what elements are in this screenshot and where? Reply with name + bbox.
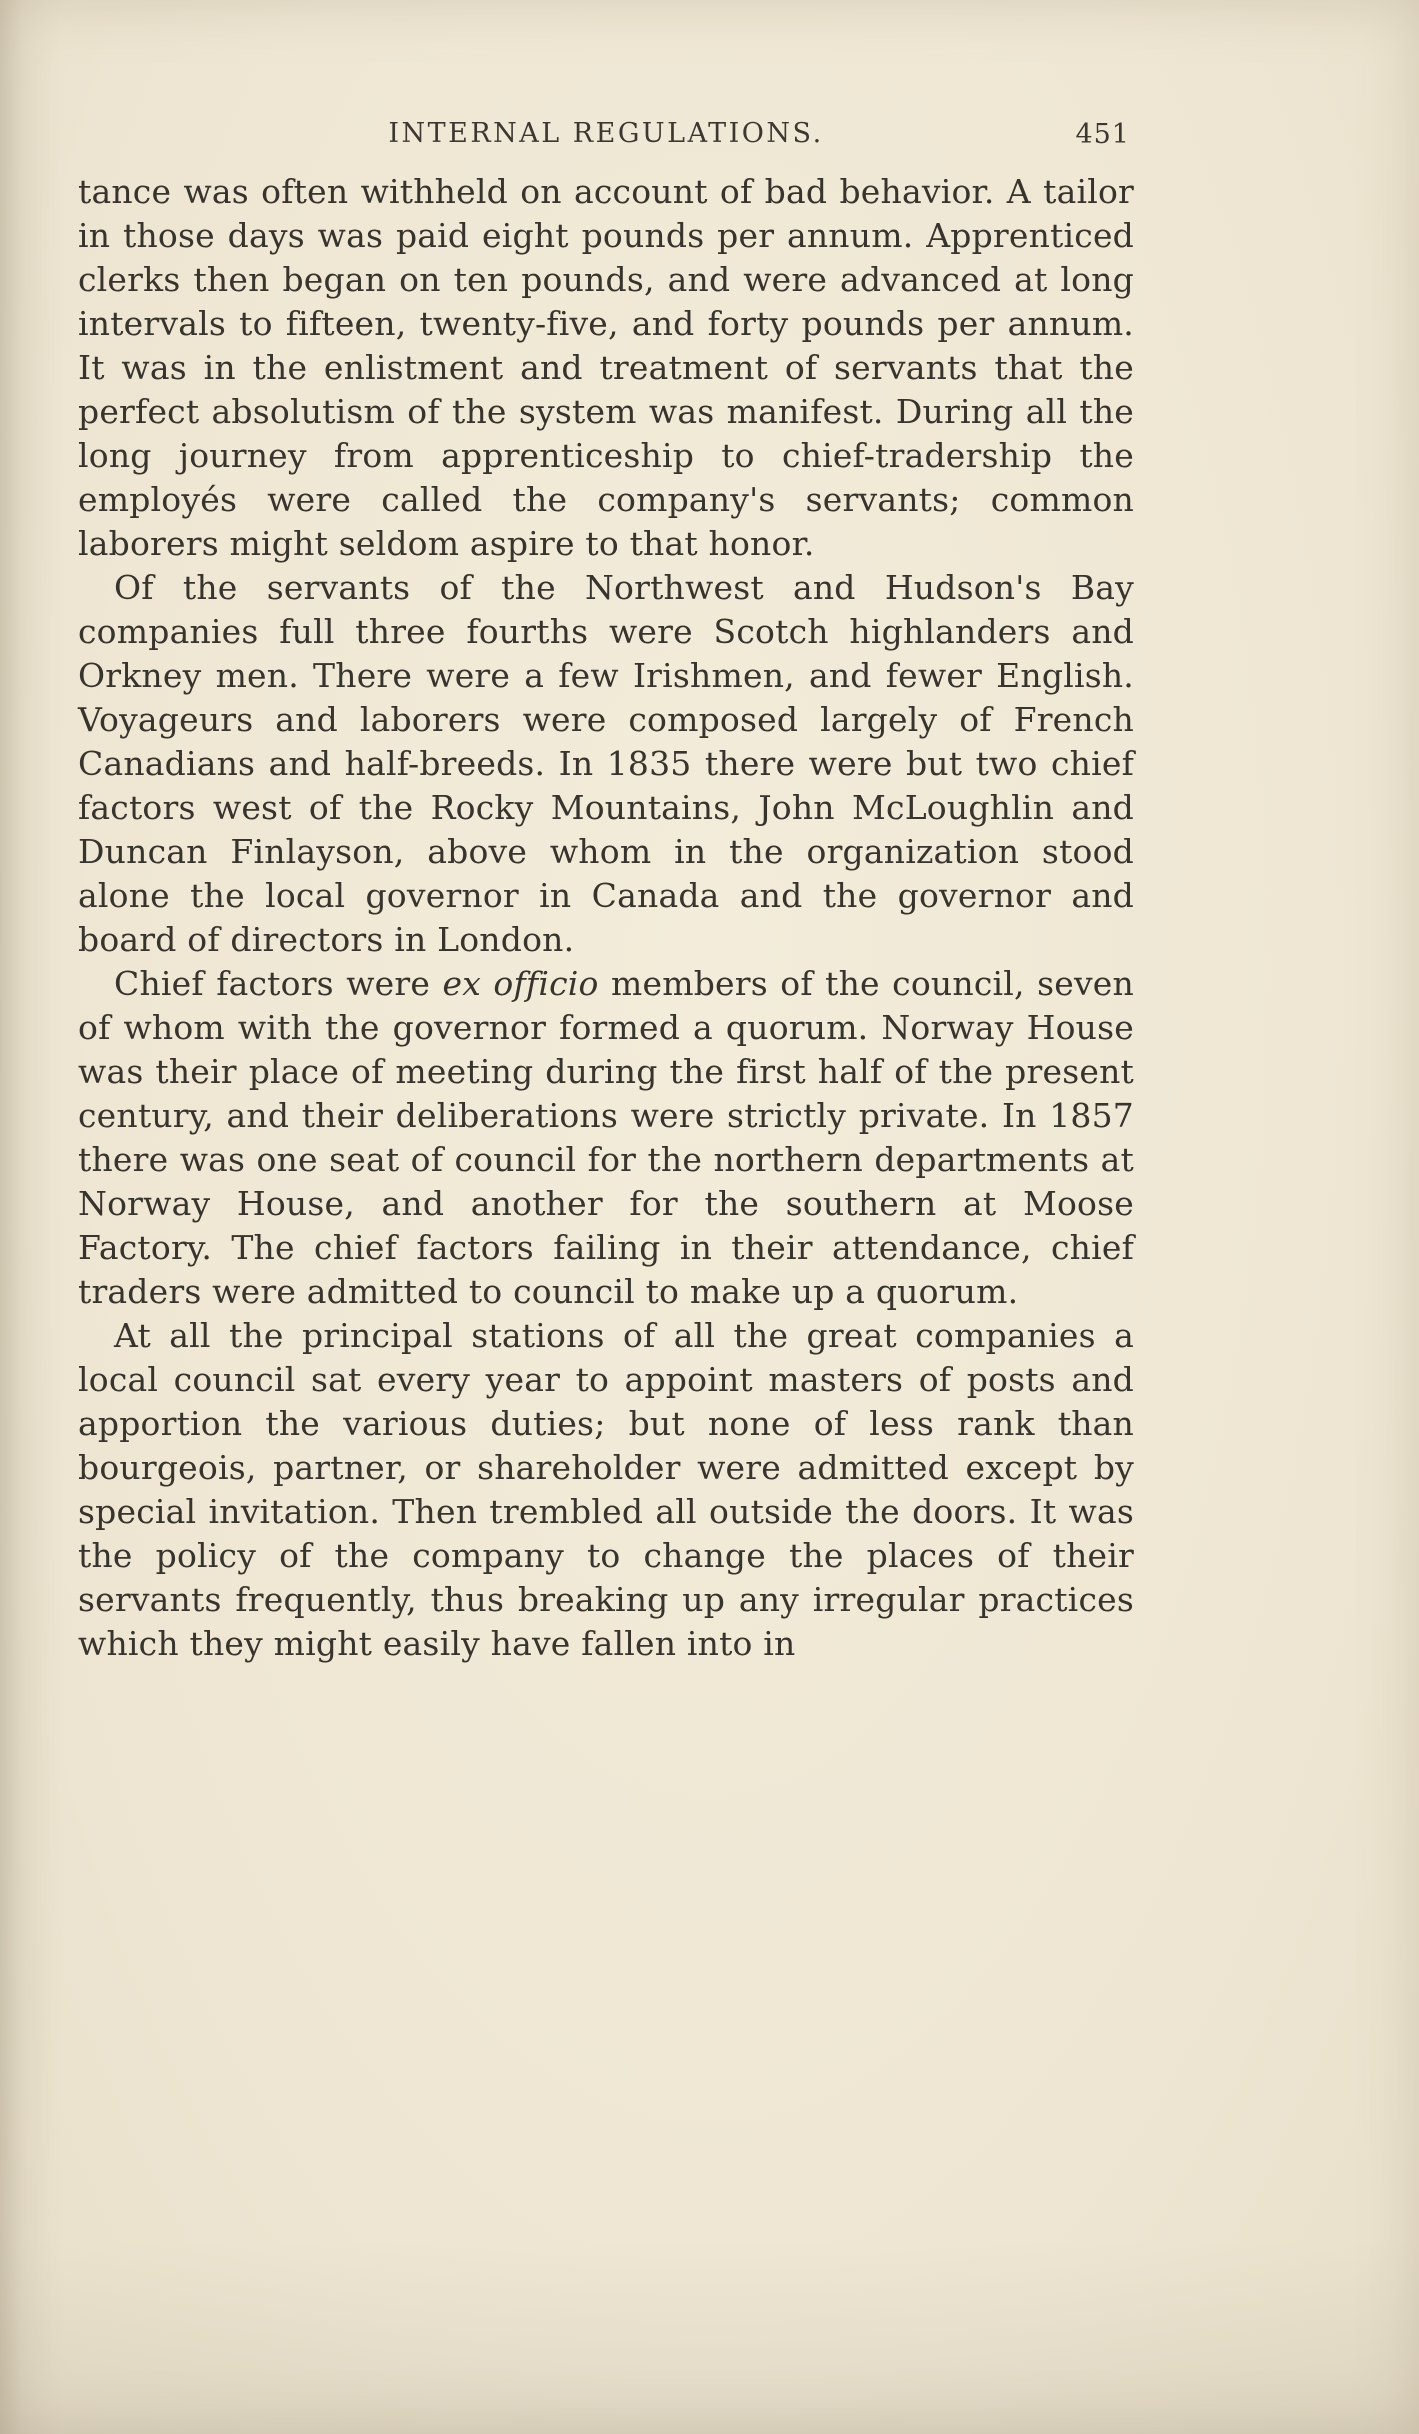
running-title: INTERNAL REGULATIONS. bbox=[388, 118, 824, 149]
paragraph bbox=[78, 962, 1134, 1314]
paragraph-continuation: tance was often withheld on account of bad behavior. A tailor in those days was paid eight pounds per annum. Apprenticed clerks then began on ten pounds, and were advanced at long intervals to fifteen, twenty-five, and forty pounds per annum. It was in the enlistment and treatment of servants that the perfect absolutism of the system was manifest. During all the long journey from apprenticeship to chief-tradership the employés were called the company's servants; common laborers might seldom aspire to that honor. bbox=[78, 172, 1134, 563]
paragraph: At all the principal stations of all the great companies a local council sat every year to appoint masters of posts and apportion the various duties; but none of less rank than bourgeois, partner, or shareholder were admitted except by special invitation. Then trembled all outside the doors. It was the policy of the company to change the places of their servants frequently, thus breaking up any irregular practices which they might easily have fallen into in bbox=[78, 1316, 1134, 1663]
paragraph-text: Chief factors were bbox=[114, 964, 443, 1003]
paragraph: Of the servants of the Northwest and Hudson's Bay companies full three fourths were Scotch highlanders and Orkney men. There were a few Irishmen, and fewer English. Voyageurs and laborers were composed largely of French Canadians and half-breeds. In 1835 there were but two chief factors west of the Rocky Mountains, John McLoughlin and Duncan Finlayson, above whom in the organization stood alone the local governor in Canada and the governor and board of directors in London. bbox=[78, 568, 1134, 959]
page-number: 451 bbox=[1075, 119, 1130, 150]
running-header bbox=[80, 118, 1132, 152]
paragraph-text: members of the council, seven of whom with the governor formed a quorum. Norway House was their place of meeting during the first half of the present century, and their deliberations were strictly private. In 1857 there was one seat of council for the northern departments at Norway House, and another for the southern at Moose Factory. The chief factors failing in their attendance, chief traders were admitted to council to make up a quorum. bbox=[78, 964, 1134, 1311]
italic-phrase: ex officio bbox=[442, 964, 599, 1003]
text-block bbox=[78, 170, 1134, 1666]
